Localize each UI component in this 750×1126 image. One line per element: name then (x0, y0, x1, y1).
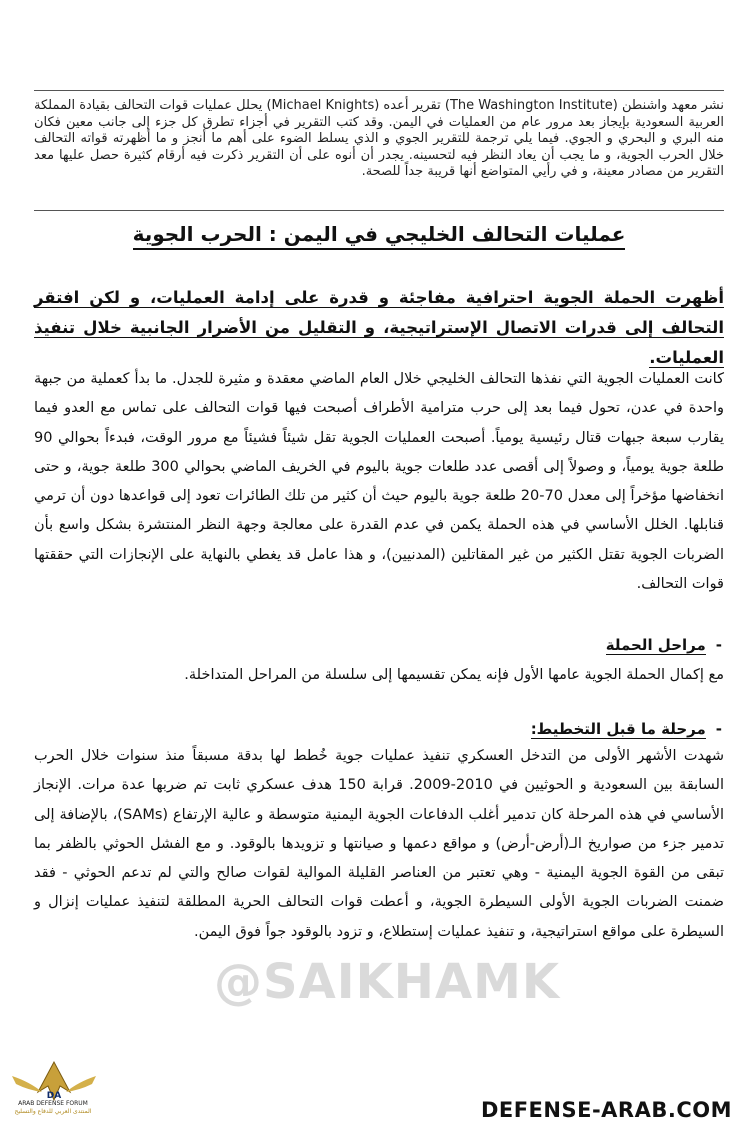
heading-pre-planning-text: مرحلة ما قبل التخطيط: (530, 720, 706, 738)
lead-paragraph (34, 283, 724, 373)
watermark-text: @SAIKHAMK (214, 954, 561, 1010)
heading-pre-planning (531, 720, 722, 738)
logo-right-wing-icon (66, 1076, 96, 1092)
paragraph-phases-intro: مع إكمال الحملة الجوية عامها الأول فإنه يمكن تقسيمها إلى سلسلة من المراحل المتداخلة. (184, 667, 724, 683)
heading-campaign-phases (606, 636, 722, 654)
intro-divider (34, 210, 724, 211)
logo-badge-text: DA (46, 1091, 62, 1101)
logo-left-wing-icon (12, 1076, 42, 1092)
heading-dash: - (715, 720, 722, 738)
paragraph-pre-planning: شهدت الأشهر الأولى من التدخل العسكري تنفيذ عمليات جوية خُطط لها بدقة مسبقاً منذ سنوات خلال الحرب السابقة بين السعودية و الحوثيين في 2010-2009. قرابة 150 هدف عسكري ثابت تم ضربها عدة مرات. الإنجاز الأساسي في هذه المرحلة كان تدمير أغلب الدفاعات الجوية اليمنية متوسطة و عالية الإرتفاع (SAMs)، بالإضافة إلى تدمير جزء من صواريخ الـ(أرض-أرض) و مواقع دعمها و صيانتها و تزويدها بالوقود. و مع الفشل الحوثي بالظفر بما تبقى من القوة الجوية اليمنية - وهي تعتبر من العناصر القليلة الموالية لقوات صالح والتي لم تدعم الحوثي - فقد ضمنت الضربات الجوية الأولى السيطرة الجوية، و أعطت قوات التحالف الحرية المطلقة لتنفيذ عمليات إنزال و السيطرة على مواقع استراتيجية، و تنفيذ عمليات إستطلاع، و تزود بالوقود جواً فوق اليمن. (34, 748, 725, 940)
top-divider (34, 90, 724, 91)
logo-caption-en: ARAB DEFENSE FORUM (18, 1100, 88, 1107)
page-title-text: عمليات التحالف الخليجي في اليمن : الحرب الجوية (133, 222, 626, 250)
paragraph-air-operations: كانت العمليات الجوية التي نفذها التحالف الخليجي خلال العام الماضي معقدة و مثيرة للجدل. ما بدأ كعملية من جبهة واحدة في عدن، تحول فيما بعد إلى حرب مترامية الأطراف أصبحت فيها قوات التحالف على تماس مع العدو فيما يقارب سبعة جبهات قتال رئيسية يومياً. أصبحت العمليات الجوية تقل شيئاً فشيئاً مع مرور الوقت، فبدءاً بحوالي 90 طلعة جوية يومياً، و وصولاً إلى أقصى عدد طلعات جوية باليوم في الخريف الماضي بحوالي 300 طلعة جوية، و حتى انخفاضها مؤخراً إلى معدل 70-20 طلعة جوية باليوم حيث أن كثير من تلك الطائرات تعود إلى قواعدها دون أن ترمي قنابلها. الخلل الأساسي في هذه الحملة يكمن في عدم القدرة على معالجة وجهة النظر المنتشرة بشكل واسع بأن الضربات الجوية تقتل الكثير من غير المقاتلين (المدنيين)، و هذا عامل قد يغطي بالنهاية على الإنجازات التي حققتها قوات التحالف. (34, 371, 724, 593)
logo-caption (4, 1100, 102, 1116)
intro-paragraph: نشر معهد واشنطن (The Washington Institute) تقرير أعده (Michael Knights) يحلل عمليات قوات التحالف بقيادة المملكة العربية السعودية بإيجاز بعد مرور عام من العمليات في اليمن. وقد كتب التقرير في أجزاء تطرق كل جزء إلى جانب معين فكان منه البري و البحري و الجوي. فيما يلي ترجمة للتقرير الجوي و الذي يسلط الضوء على أهم ما أنجز و ما أظهرته قواته التحالف خلال الحرب الجوية، و ما يجب أن يعاد النظر فيه لتحسينه. يجدر أن أنوه على أن التقرير ذكرت فيه أرقام كثيرة حصل عليها معد التقرير من مصادر معينة، و في رأيي المتواضع أنها قريبة جداً للصحة. (34, 98, 724, 179)
page-title (34, 222, 724, 250)
logo-caption-ar: المنتدى العربي للدفاع والتسليح (14, 1108, 92, 1115)
heading-dash: - (715, 636, 722, 654)
lead-text: أظهرت الحملة الجوية احترافية مفاجئة و قدرة على إدامة العمليات، و لكن افتقر التحالف إلى قدرات الاتصال الإستراتيجية، و التقليل من الأضرار الجانبية خلال تنفيذ العمليات. (34, 288, 724, 367)
heading-campaign-phases-text: مراحل الحملة (605, 636, 706, 654)
site-url: DEFENSE-ARAB.COM (480, 1098, 732, 1122)
